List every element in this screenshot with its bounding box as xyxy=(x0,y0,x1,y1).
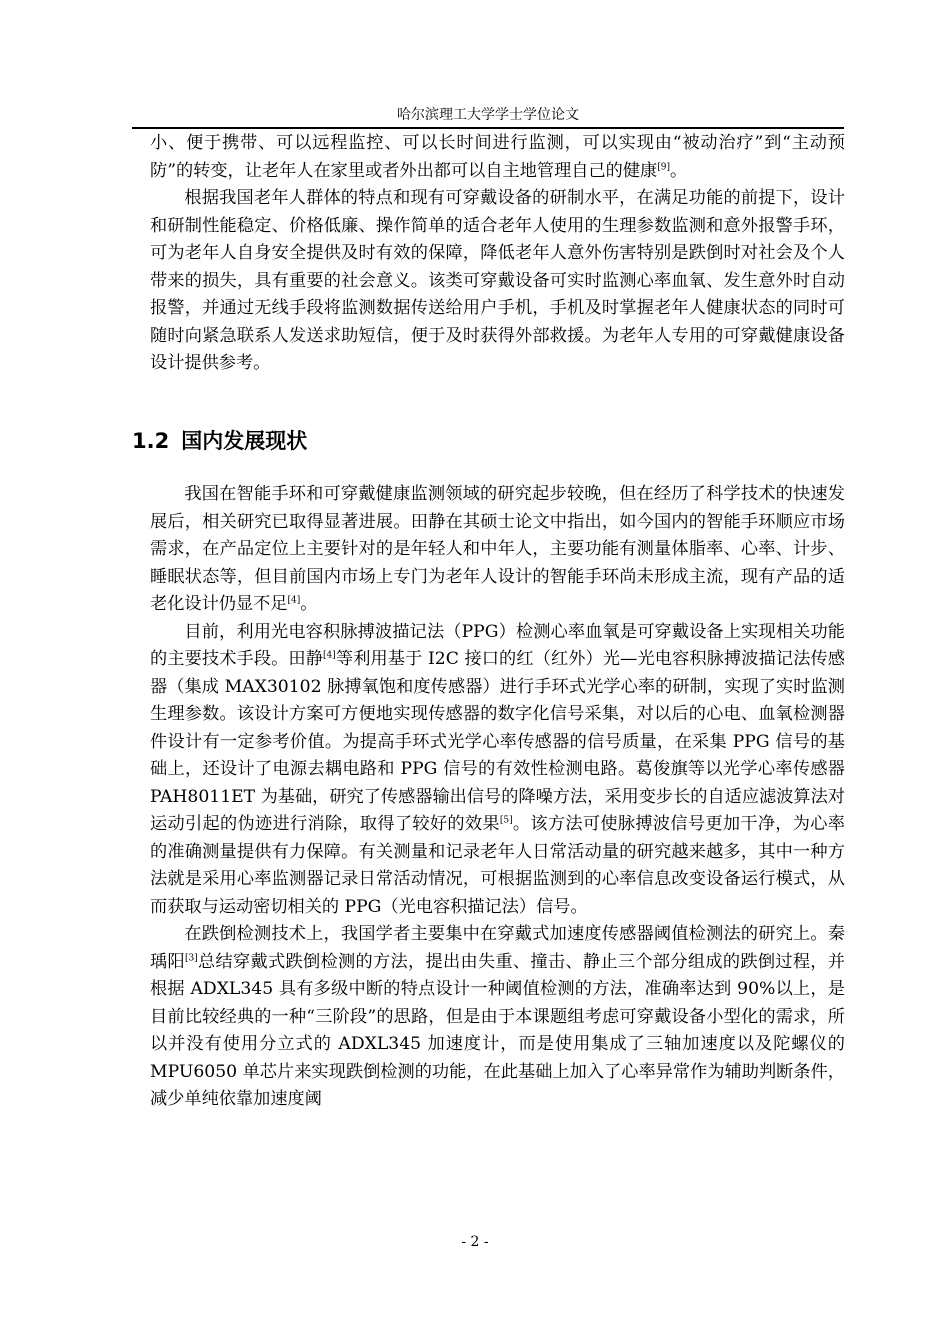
paragraph-text: 总结穿戴式跌倒检测的方法，提出由失重、撞击、静止三个部分组成的跌倒过程，并根据 ADXL345 具有多级中断的特点设计一种阈值检测的方法，准确率达到 90%以上，是目前比较经典的一种“三阶段”的思路，但是由于本课题组考虑可穿戴设备小型化的需求，所以并没有使用分立式的 ADXL345 加速度计，而是使用集成了三轴加速度以及陀螺仪的 MPU6050 单芯片来实现跌倒检测的功能，在此基础上加入了心率异常作为辅助判断条件，减少单纯依靠加速度阈 xyxy=(150,951,845,1109)
citation: [4] xyxy=(287,595,301,606)
section-body xyxy=(150,481,845,1114)
paragraph xyxy=(150,481,845,619)
citation: [9] xyxy=(657,161,670,172)
section-heading xyxy=(132,427,307,455)
paragraph xyxy=(150,921,845,1114)
paragraph-text: 等利用基于 I2C 接口的红（红外）光—光电容积脉搏波描记法传感器（集成 MAX30102 脉搏氧饱和度传感器）进行手环式光学心率的研制，实现了实时监测生理参数。该设计方案可方便地实现传感器的数字化信号采集，对以后的心电、血氧检测器件设计有一定参考价值。为提高手环式光学心率传感器的信号质量，在采集 PPG 信号的基础上，还设计了电源去耦电路和 PPG 信号的有效性检测电路。葛俊旗等以光学心率传感器 PAH8011ET 为基础，研究了传感器输出信号的降噪方法，采用变步长的自适应滤波算法对运动引起的伪迹进行消除，取得了较好的效果 xyxy=(150,649,845,834)
paragraph-tail: 。 xyxy=(300,594,318,614)
section-number: 1.2 xyxy=(132,429,170,453)
paragraph-continued xyxy=(150,130,845,185)
paragraph-text: 小、便于携带、可以远程监控、可以长时间进行监测，可以实现由“被动治疗”到“主动预防”的转变，让老年人在家里或者外出都可以自主地管理自己的健康 xyxy=(150,133,845,181)
paragraph-text: 我国在智能手环和可穿戴健康监测领域的研究起步较晚，但在经历了科学技术的快速发展后，相关研究已取得显著进展。田静在其硕士论文中指出，如今国内的智能手环顺应市场需求，在产品定位上主要针对的是年轻人和中年人，主要功能有测量体脂率、心率、计步、睡眠状态等，但目前国内市场上专门为老年人设计的智能手环尚未形成主流，现有产品的适老化设计仍显不足 xyxy=(150,484,845,614)
paragraph-tail: 。 xyxy=(669,160,688,181)
paragraph-text: 在跌倒检测技术上，我国学者主要集中在穿戴式加速度传感器阈值检测法的研究上。秦瑀阳 xyxy=(150,924,845,972)
running-header: 哈尔滨理工大学学士学位论文 xyxy=(397,107,579,123)
page-number: - 2 - xyxy=(461,1234,489,1250)
paragraph-text: 目前，利用光电容积脉搏波描记法（PPG）检测心率血氧是可穿戴设备上实现相关功能的主要技术手段。田静 xyxy=(150,621,845,669)
citation: [5] xyxy=(499,815,513,826)
section-title: 国内发展现状 xyxy=(181,429,308,453)
paragraph xyxy=(150,619,845,922)
intro-text xyxy=(150,130,845,378)
citation: [4] xyxy=(323,650,336,661)
paragraph: 根据我国老年人群体的特点和现有可穿戴设备的研制水平，在满足功能的前提下，设计和研制性能稳定、价格低廉、操作简单的适合老年人使用的生理参数监测和意外报警手环，可为老年人自身安全提供及时有效的保障，降低老年人意外伤害特别是跌倒时对社会及个人带来的损失，具有重要的社会意义。该类可穿戴设备可实时监测心率血氧、发生意外时自动报警，并通过无线手段将监测数据传送给用户手机，手机及时掌握老年人健康状态的同时可随时向紧急联系人发送求助短信，便于及时获得外部救援。为老年人专用的可穿戴健康设备设计提供参考。 xyxy=(150,188,845,373)
citation: [3] xyxy=(185,952,198,963)
header-rule xyxy=(132,127,844,129)
paragraph-text: 。该方法可使脉搏波信号更加干净，为心率的准确测量提供有力保障。有关测量和记录老年人日常活动量的研究越来越多，其中一种方法就是采用心率监测器记录日常活动情况，可根据监测到的心率信息改变设备运行模式，从而获取与运动密切相关的 PPG（光电容积描记法）信号。 xyxy=(150,814,845,917)
